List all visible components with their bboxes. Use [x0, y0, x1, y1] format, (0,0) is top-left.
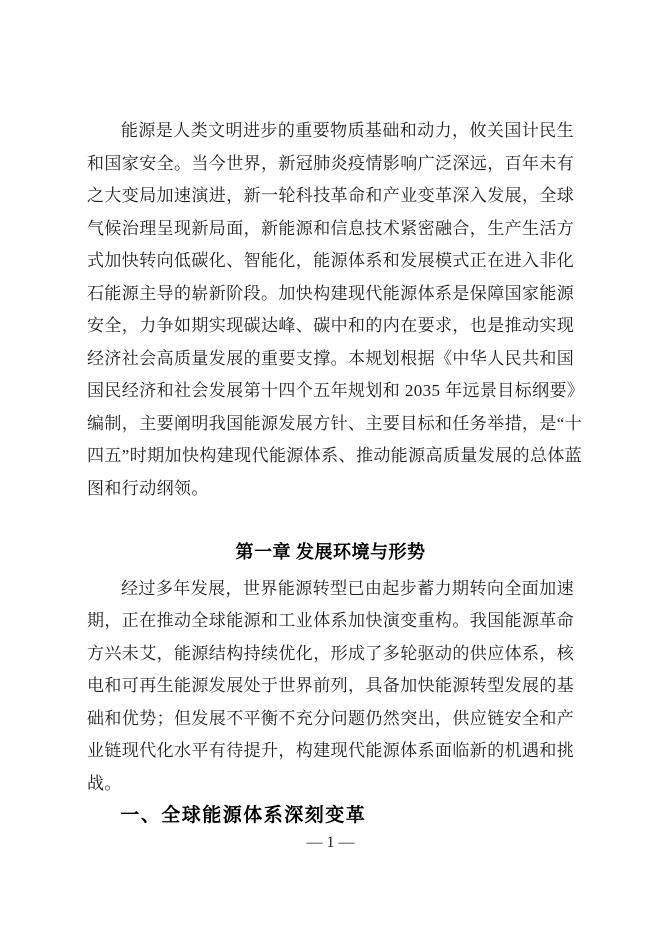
text-line: 编制，主要阐明我国能源发展方针、主要目标和任务举措，是“十: [87, 413, 583, 433]
text-line: 方兴未艾，能源结构持续优化，形成了多轮驱动的供应体系，核: [87, 643, 575, 663]
page-content: [87, 115, 585, 831]
text-line: 能源是人类文明进步的重要物质基础和动力，攸关国计民生: [121, 121, 574, 140]
text-line: 业链现代化水平有待提升，构建现代能源体系面临新的机遇和挑: [87, 741, 575, 760]
text-line: 之大变局加速演进，新一轮科技革命和产业变革深入发展，全球: [87, 186, 575, 205]
page-number: — 1 —: [306, 834, 355, 851]
section-heading: 一、全球能源体系深刻变革: [120, 805, 367, 826]
text-line: 电和可再生能源发展处于世界前列，具备加快能源转型发展的基: [87, 676, 575, 695]
text-line: 期，正在推动全球能源和工业体系加快演变重构。我国能源革命: [87, 611, 575, 630]
text-line: 图和行动纲领。: [87, 478, 209, 498]
text-line: 经过多年发展，世界能源转型已由起步蓄力期转向全面加速: [121, 578, 574, 598]
text-line: 四五”时期加快构建现代能源体系、推动能源高质量发展的总体蓝: [87, 446, 583, 465]
chapter-heading: 第一章 发展环境与形势: [235, 542, 426, 562]
text-line: 国民经济和社会发展第十四个五年规划和 2035 年远景目标纲要》: [87, 381, 585, 400]
paragraph-intro: [87, 115, 585, 505]
text-line: 安全，力争如期实现碳达峰、碳中和的内在要求，也是推动实现: [87, 316, 575, 335]
text-line: 础和优势；但发展不平衡不充分问题仍然突出，供应链安全和产: [87, 708, 575, 728]
text-line: 式加快转向低碳化、智能化，能源体系和发展模式正在进入非化: [87, 251, 575, 270]
text-line: 气候治理呈现新局面，新能源和信息技术紧密融合，生产生活方: [87, 218, 575, 238]
text-line: 石能源主导的崭新阶段。加快构建现代能源体系是保障国家能源: [87, 283, 575, 303]
text-line: 和国家安全。当今世界，新冠肺炎疫情影响广泛深远，百年未有: [87, 153, 575, 173]
text-line: 经济社会高质量发展的重要支撑。本规划根据《中华人民共和国: [87, 348, 575, 368]
text-line: 战。: [87, 773, 122, 793]
paragraph-chapter-intro: [87, 573, 574, 801]
